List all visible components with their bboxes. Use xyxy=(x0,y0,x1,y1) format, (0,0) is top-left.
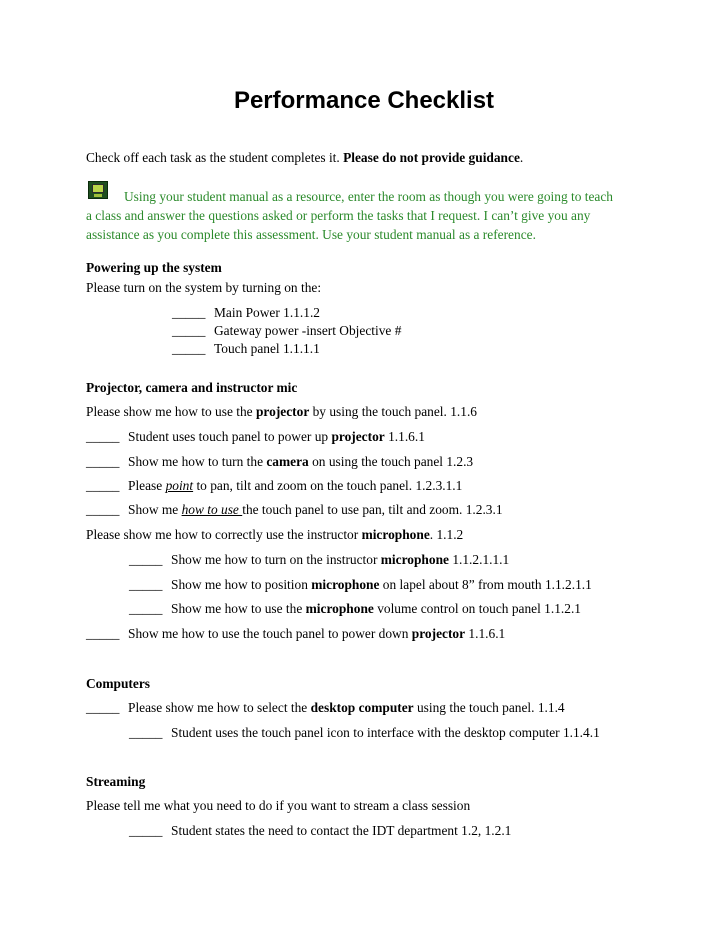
checklist-item: _____ Show me how to position microphone on lapel about 8” from mouth 1.1.2.1.1 xyxy=(129,577,592,592)
checklist-item: _____ Show me how to use the microphone volume control on touch panel 1.1.2.1 xyxy=(129,601,581,616)
checklist-item: _____ Student uses touch panel to power up projector 1.1.6.1 xyxy=(86,429,425,444)
checklist-item-text: Student uses the touch panel icon to interface with the desktop computer 1.1.4.1 xyxy=(171,725,600,740)
note-line-1: Using your student manual as a resource, enter the room as though you were going to teach xyxy=(124,189,613,204)
checklist-item xyxy=(172,323,401,339)
intro-text: Check off each task as the student completes it. xyxy=(86,150,344,165)
section-heading-projector: Projector, camera and instructor mic xyxy=(86,380,298,395)
checklist-item: _____ Please point to pan, tilt and zoom on the touch panel. 1.2.3.1.1 xyxy=(86,478,463,493)
check-blank[interactable]: _____ xyxy=(86,700,120,715)
powering-prompt: Please turn on the system by turning on the: xyxy=(86,280,322,295)
check-blank[interactable]: _____ xyxy=(129,577,163,592)
checklist-item xyxy=(129,725,600,741)
microphone-prompt: Please show me how to correctly use the instructor microphone. 1.1.2 xyxy=(86,527,464,542)
page-title: Performance Checklist xyxy=(233,87,495,114)
checklist-item: _____ Show me how to turn on the instructor microphone 1.1.2.1.1.1 xyxy=(129,552,510,567)
check-blank[interactable]: _____ xyxy=(129,823,163,838)
check-blank[interactable]: _____ xyxy=(86,429,120,444)
checklist-item xyxy=(172,341,320,357)
check-blank[interactable]: _____ xyxy=(129,601,163,616)
check-blank[interactable]: _____ xyxy=(86,502,120,517)
check-blank[interactable]: _____ xyxy=(86,478,120,493)
checklist-item-text: Touch panel 1.1.1.1 xyxy=(214,341,320,356)
note-line-3: assistance as you complete this assessment. Use your student manual as a reference. xyxy=(86,227,536,242)
checklist-item: _____ Please show me how to select the desktop computer using the touch panel. 1.1.4 xyxy=(86,700,565,715)
computer-monitor-icon xyxy=(88,181,108,199)
section-heading-powering: Powering up the system xyxy=(86,260,222,275)
check-blank[interactable]: _____ xyxy=(129,725,163,740)
check-blank[interactable]: _____ xyxy=(86,626,120,641)
check-blank[interactable]: _____ xyxy=(172,323,206,338)
checklist-item: _____ Show me how to use the touch panel to power down projector 1.1.6.1 xyxy=(86,626,506,641)
check-blank[interactable]: _____ xyxy=(172,341,206,356)
checklist-item-text: Student states the need to contact the IDT department 1.2, 1.2.1 xyxy=(171,823,512,838)
checklist-item: _____ Show me how to use the touch panel to use pan, tilt and zoom. 1.2.3.1 xyxy=(86,502,503,517)
checklist-item: _____ Show me how to turn the camera on using the touch panel 1.2.3 xyxy=(86,454,474,469)
checklist-item-text: Gateway power -insert Objective # xyxy=(214,323,402,338)
note-line-2: a class and answer the questions asked or perform the tasks that I request. I can’t give you any xyxy=(86,208,591,223)
streaming-prompt: Please tell me what you need to do if you want to stream a class session xyxy=(86,798,471,813)
intro-line xyxy=(86,150,523,166)
checklist-item xyxy=(129,823,511,839)
intro-end: . xyxy=(519,150,524,165)
projector-prompt: Please show me how to use the projector by using the touch panel. 1.1.6 xyxy=(86,404,477,419)
check-blank[interactable]: _____ xyxy=(86,454,120,469)
checklist-item xyxy=(172,305,320,321)
check-blank[interactable]: _____ xyxy=(129,552,163,567)
intro-emphasis: Please do not provide guidance xyxy=(343,150,520,165)
section-heading-streaming: Streaming xyxy=(86,774,146,789)
checklist-item-text: Main Power 1.1.1.2 xyxy=(214,305,321,320)
section-heading-computers: Computers xyxy=(86,676,150,691)
check-blank[interactable]: _____ xyxy=(172,305,206,320)
